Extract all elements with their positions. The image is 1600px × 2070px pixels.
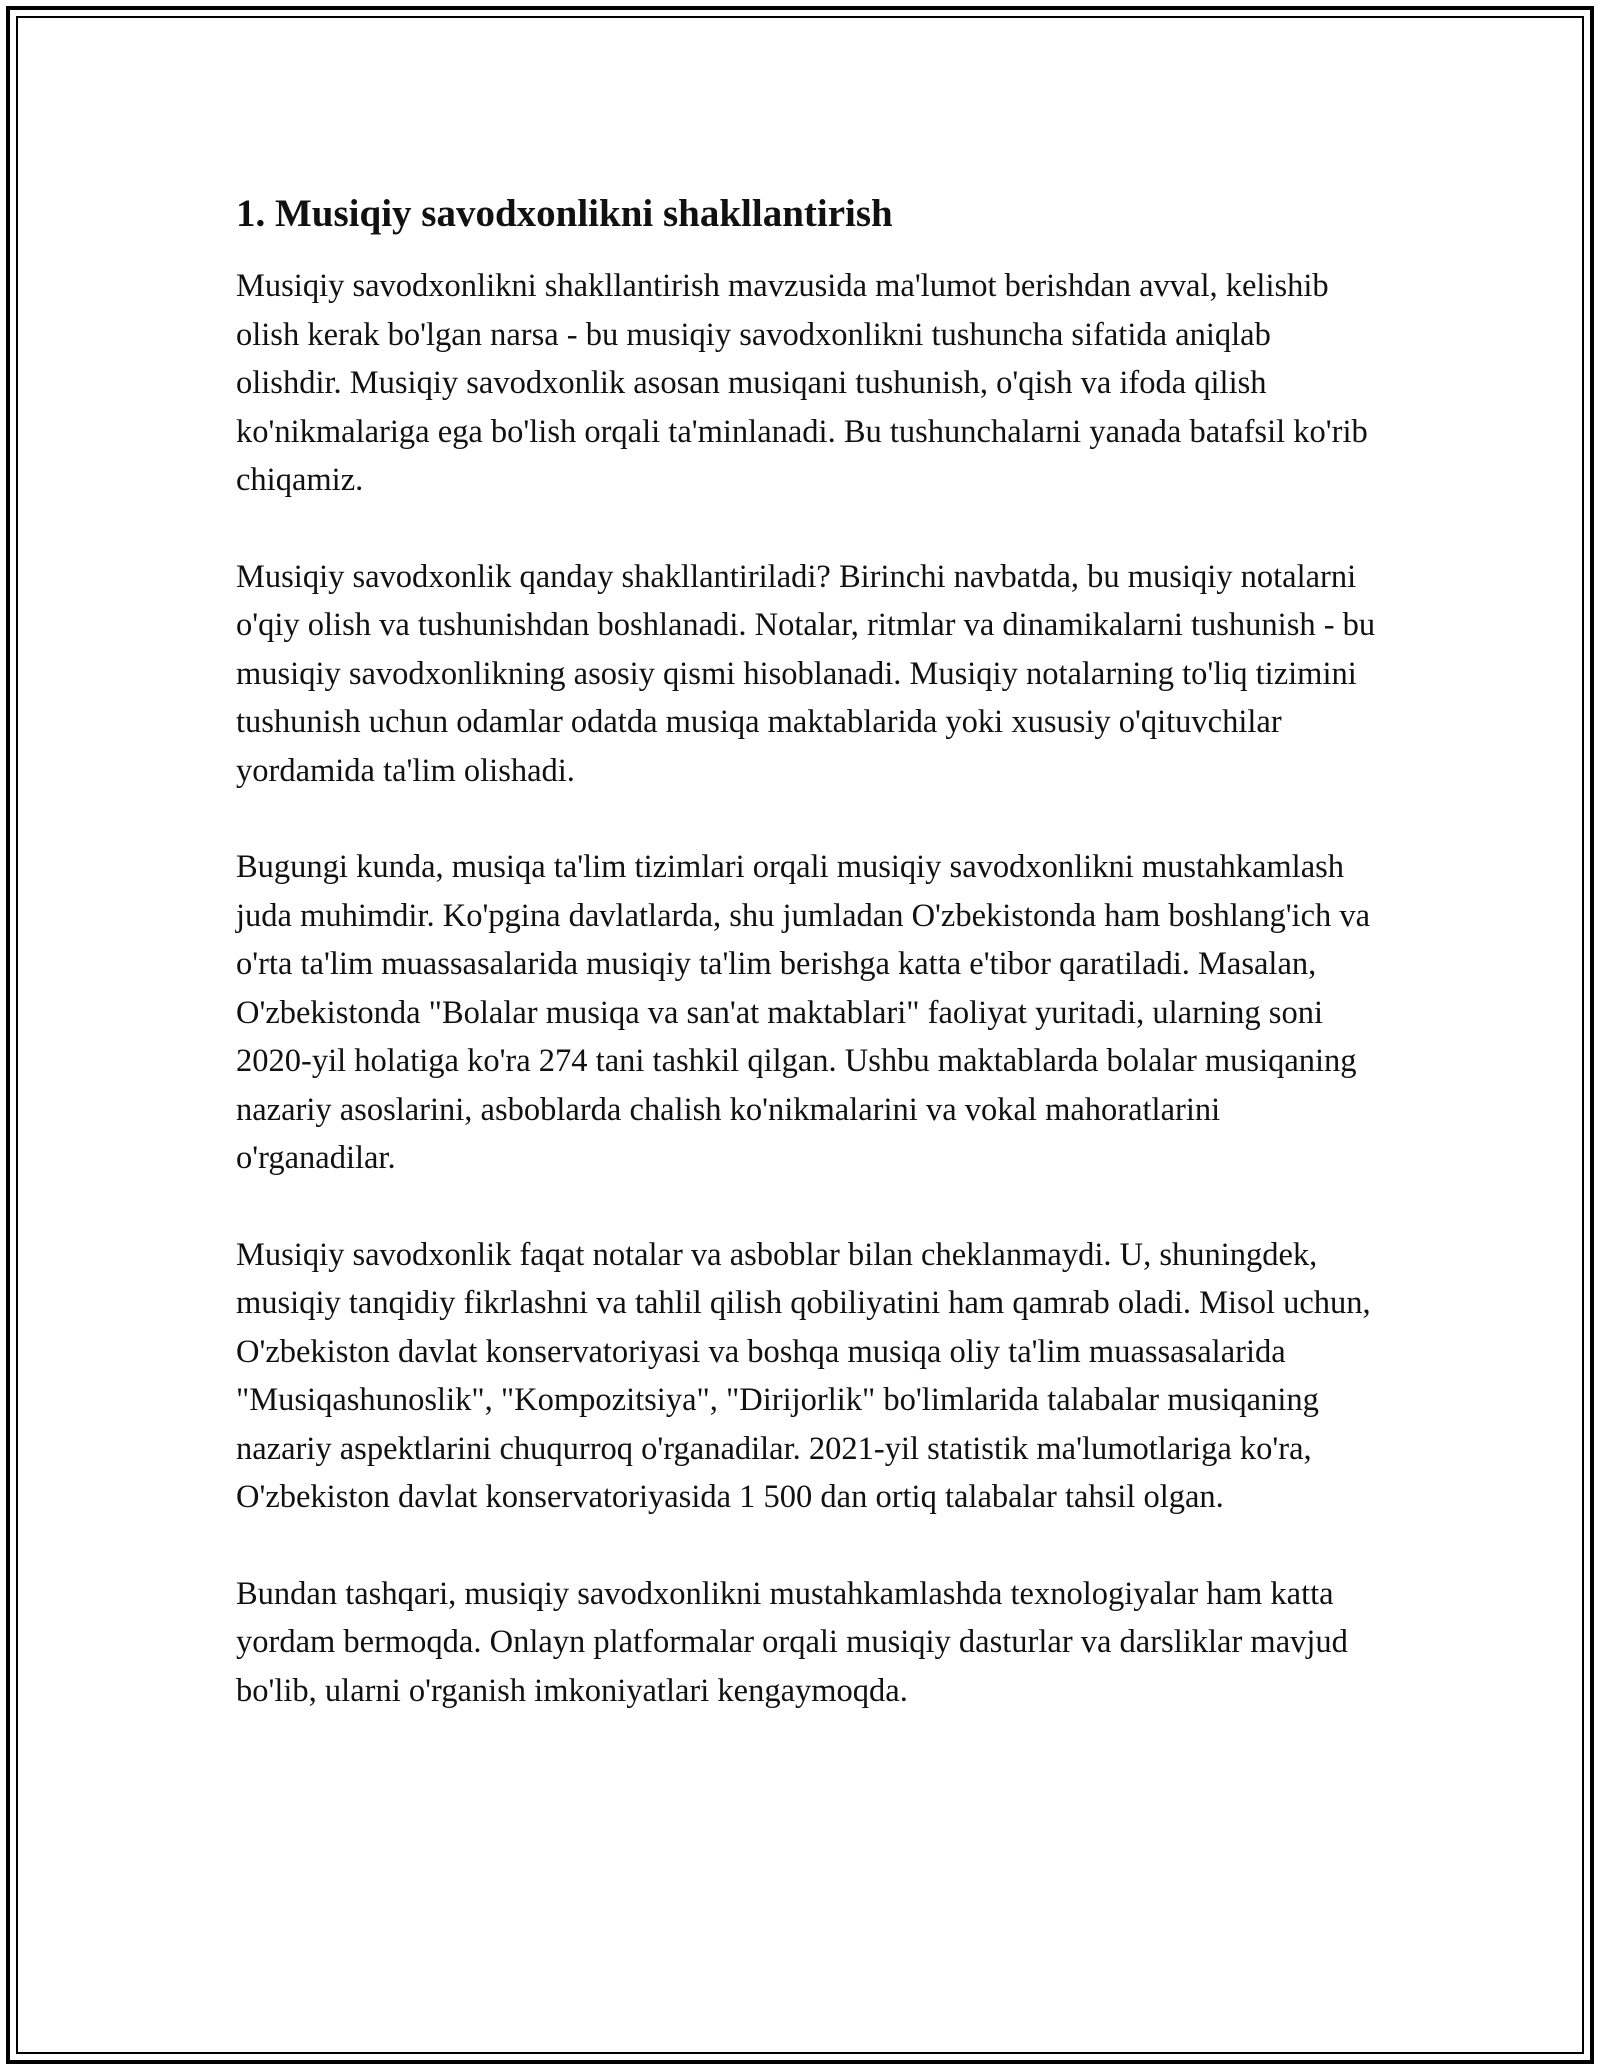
paragraph-5: Bundan tashqari, musiqiy savodxonlikni mustahkamlashda texnologiyalar ham katta yordam bermoqda. Onlayn platformalar orqali musiqiy dasturlar va darsliklar mavjud bo'lib, ularni o'rganish imkoniyatlari kengaymoqda. — [236, 1575, 1348, 1709]
paragraph-1: Musiqiy savodxonlikni shakllantirish mavzusida ma'lumot berishdan avval, kelishib olish kerak bo'lgan narsa - bu musiqiy savodxonlikni tushuncha sifatida aniqlab olishdir. Musiqiy savodxonlik asosan musiqani tushunish, o'qish va ifoda qilish ko'nikmalariga ega bo'lish orqali ta'minlanadi. Bu tushunchalarni yanada batafsil ko'rib chiqamiz. — [236, 268, 1368, 498]
paragraph-4: Musiqiy savodxonlik faqat notalar va asboblar bilan cheklanmaydi. U, shuningdek, musiqiy tanqidiy fikrlashni va tahlil qilish qobiliyatini ham qamrab oladi. Misol uchun, O'zbekiston davlat konservatoriyasi va boshqa musiqa oliy ta'lim muassasalarida "Musiqashunoslik", "Kompozitsiya", "Dirijorlik" bo'limlarida talabalar musiqaning nazariy aspektlarini chuqurroq o'rganadilar. 2021-yil statistik ma'lumotlariga ko'ra, O'zbekiston davlat konservatoriyasida 1 500 dan ortiq talabalar tahsil olgan. — [236, 1236, 1371, 1515]
paragraph-3: Bugungi kunda, musiqa ta'lim tizimlari orqali musiqiy savodxonlikni mustahkamlash juda muhimdir. Ko'pgina davlatlarda, shu jumladan O'zbekistonda ham boshlang'ich va o'rta ta'lim muassasalarida musiqiy ta'lim berishga katta e'tibor qaratiladi. Masalan, O'zbekistonda "Bolalar musiqa va san'at maktablari" faoliyat yuritadi, ularning soni 2020-yil holatiga ko'ra 274 tani tashkil qilgan. Ushbu maktablarda bolalar musiqaning nazariy asoslarini, asboblarda chalish ko'nikmalarini va vokal mahoratlarini o'rganadilar. — [236, 849, 1371, 1176]
document-body — [236, 188, 1376, 1763]
paragraph-2: Musiqiy savodxonlik qanday shakllantiriladi? Birinchi navbatda, bu musiqiy notalarni o'qiy olish va tushunishdan boshlanadi. Notalar, ritmlar va dinamikalarni tushunish - bu musiqiy savodxonlikning asosiy qismi hisoblanadi. Musiqiy notalarning to'liq tizimini tushunish uchun odamlar odatda musiqa maktablarida yoki xususiy o'qituvchilar yordamida ta'lim olishadi. — [236, 558, 1376, 789]
section-title: 1. Musiqiy savodxonlikni shakllantirish — [236, 192, 893, 235]
